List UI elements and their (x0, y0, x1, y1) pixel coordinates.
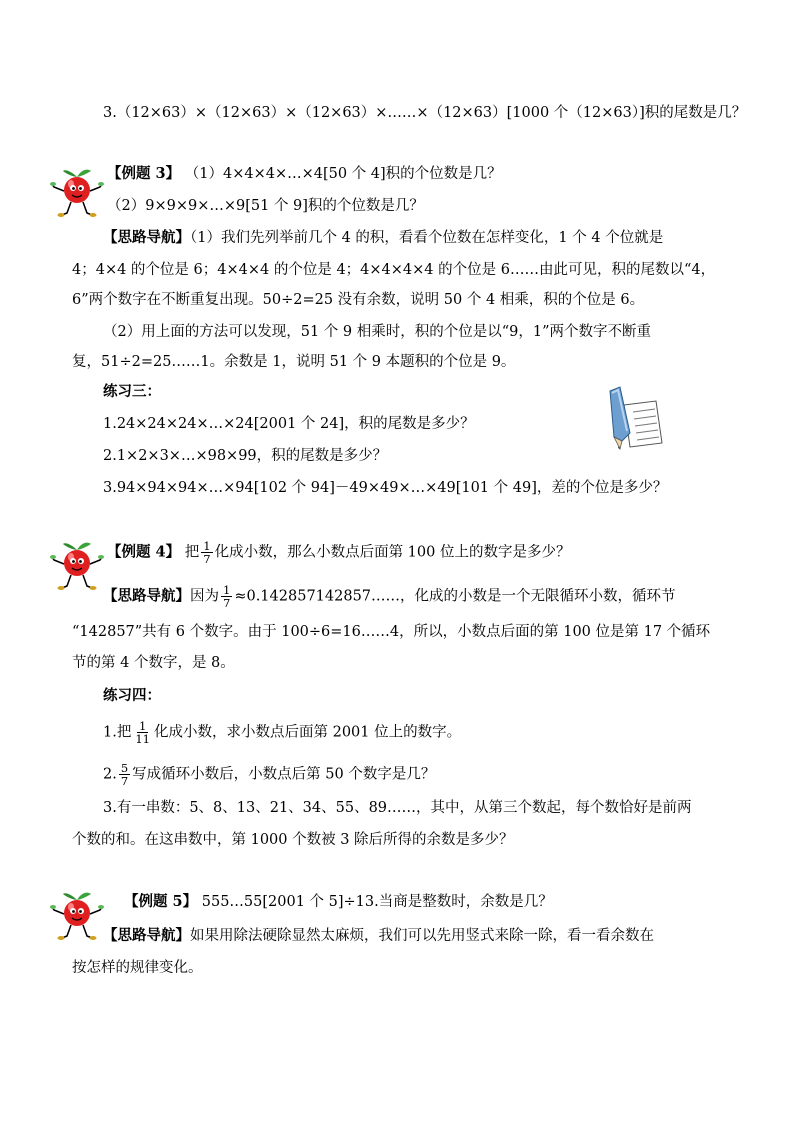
practice-item: 1.24×24×24×…×24[2001 个 24]，积的尾数是多少？ (103, 416, 475, 432)
solution-text: 因为 (190, 588, 219, 605)
text: 3.（12×63）×（12×63）×（12×63）×……×（12×63）[1000 个（12×63）]积的尾数是几？ (103, 105, 747, 121)
question-text: 化成小数，那么小数点后面第 100 位上的数字是多少？ (214, 544, 571, 561)
practice-item (103, 720, 461, 745)
solution-line (72, 290, 644, 310)
solution-text: 按怎样的规律变化。 (72, 960, 203, 976)
question-text: 把 (184, 544, 200, 561)
example-4-question (107, 540, 570, 565)
fraction-numerator: 1 (223, 583, 231, 597)
question-text: （2）9×9×9×…×9[51 个 9]积的个位数是几？ (107, 198, 424, 214)
solution-text: “142857”共有 6 个数字。由于 100÷6=16……4，所以，小数点后面的第 100 位是第 17 个循环 (72, 624, 711, 640)
practice-3-title: 练习三： (103, 383, 161, 400)
question-text: 555…55[2001 个 5]÷13.当商是整数时，余数是几？ (201, 894, 553, 910)
practice-item: 2.1×2×3×…×98×99，积的尾数是多少？ (103, 448, 388, 464)
example-3-question-2 (107, 196, 424, 216)
solution-text: （1）我们先列举前几个 4 的积，看看个位数在怎样变化，1 个 4 个位就是 (190, 230, 664, 246)
example-5-question (124, 892, 553, 912)
solution-line (72, 622, 710, 642)
solution-line (103, 228, 663, 248)
fraction-denominator: 7 (223, 596, 231, 610)
practice-text: 写成循环小数后，小数点后第 50 个数字是几？ (132, 766, 436, 783)
pencil-paper-icon (600, 385, 666, 455)
solution-text: ≈0.142857142857……，化成的小数是一个无限循环小数，循环节 (234, 588, 676, 605)
solution-line (103, 926, 654, 946)
apple-mascot-icon (49, 165, 105, 221)
practice-item: 3.94×94×94×…×94[102 个 94]－49×49×…×49[101 个 49]，差的个位是多少？ (103, 480, 668, 496)
solution-text: （2）用上面的方法可以发现，51 个 9 相乘时，积的个位是以“9，1”两个数字不断重 (103, 324, 652, 340)
example-4-title: 【例题 4】 (107, 543, 181, 561)
example-3-title: 【例题 3】 (107, 165, 181, 182)
solution-text: 4；4×4 的个位是 6；4×4×4 的个位是 4；4×4×4×4 的个位是 6……由此可见，积的尾数以“4， (72, 262, 716, 278)
solution-line (72, 260, 715, 280)
solution-text: 节的第 4 个数字，是 8。 (72, 655, 235, 671)
solution-line (72, 352, 515, 372)
solution-text: 如果用除法硬除显然太麻烦，我们可以先用竖式来除一除，看一看余数在 (190, 928, 654, 944)
apple-mascot-icon (49, 888, 105, 944)
fraction (221, 584, 232, 609)
fraction-denominator: 11 (135, 732, 150, 746)
fraction-denominator: 7 (203, 552, 211, 566)
solution-label: 【思路导航】 (103, 587, 190, 605)
practice-item-continued: 个数的和。在这串数中，第 1000 个数被 3 除后所得的余数是多少？ (72, 832, 514, 848)
practice-item (103, 762, 435, 787)
solution-text: 复，51÷2=25……1。余数是 1，说明 51 个 9 本题积的个位是 9。 (72, 354, 516, 370)
practice-text: 2. (103, 766, 117, 783)
fraction (201, 540, 212, 565)
solution-text: 6”两个数字在不断重复出现。50÷2=25 没有余数，说明 50 个 4 相乘，积的个位是 6。 (72, 292, 645, 308)
practice-item: 3.有一串数：5、8、13、21、34、55、89……，其中，从第三个数起，每个数恰好是前两 (103, 800, 692, 816)
solution-line (72, 653, 235, 673)
practice-text: 化成小数，求小数点后面第 2001 位上的数字。 (153, 724, 462, 741)
practice-4-title: 练习四： (103, 687, 161, 704)
solution-label: 【思路导航】 (103, 229, 190, 246)
example-5-title: 【例题 5】 (124, 893, 198, 910)
solution-line (103, 322, 651, 342)
solution-label: 【思路导航】 (103, 927, 190, 944)
example-3-question-1 (107, 164, 502, 184)
solution-line (72, 958, 203, 978)
exercise-item (103, 103, 746, 123)
fraction-denominator: 7 (120, 774, 129, 788)
practice-text: 1.把 (103, 724, 132, 741)
apple-mascot-icon (49, 538, 105, 594)
fraction-numerator: 1 (139, 719, 147, 733)
fraction (119, 762, 130, 787)
question-text: （1）4×4×4×…×4[50 个 4]积的个位数是几？ (184, 166, 502, 182)
fraction (133, 720, 152, 745)
solution-line (103, 584, 676, 609)
fraction-numerator: 1 (203, 539, 211, 553)
fraction-numerator: 5 (120, 761, 129, 775)
